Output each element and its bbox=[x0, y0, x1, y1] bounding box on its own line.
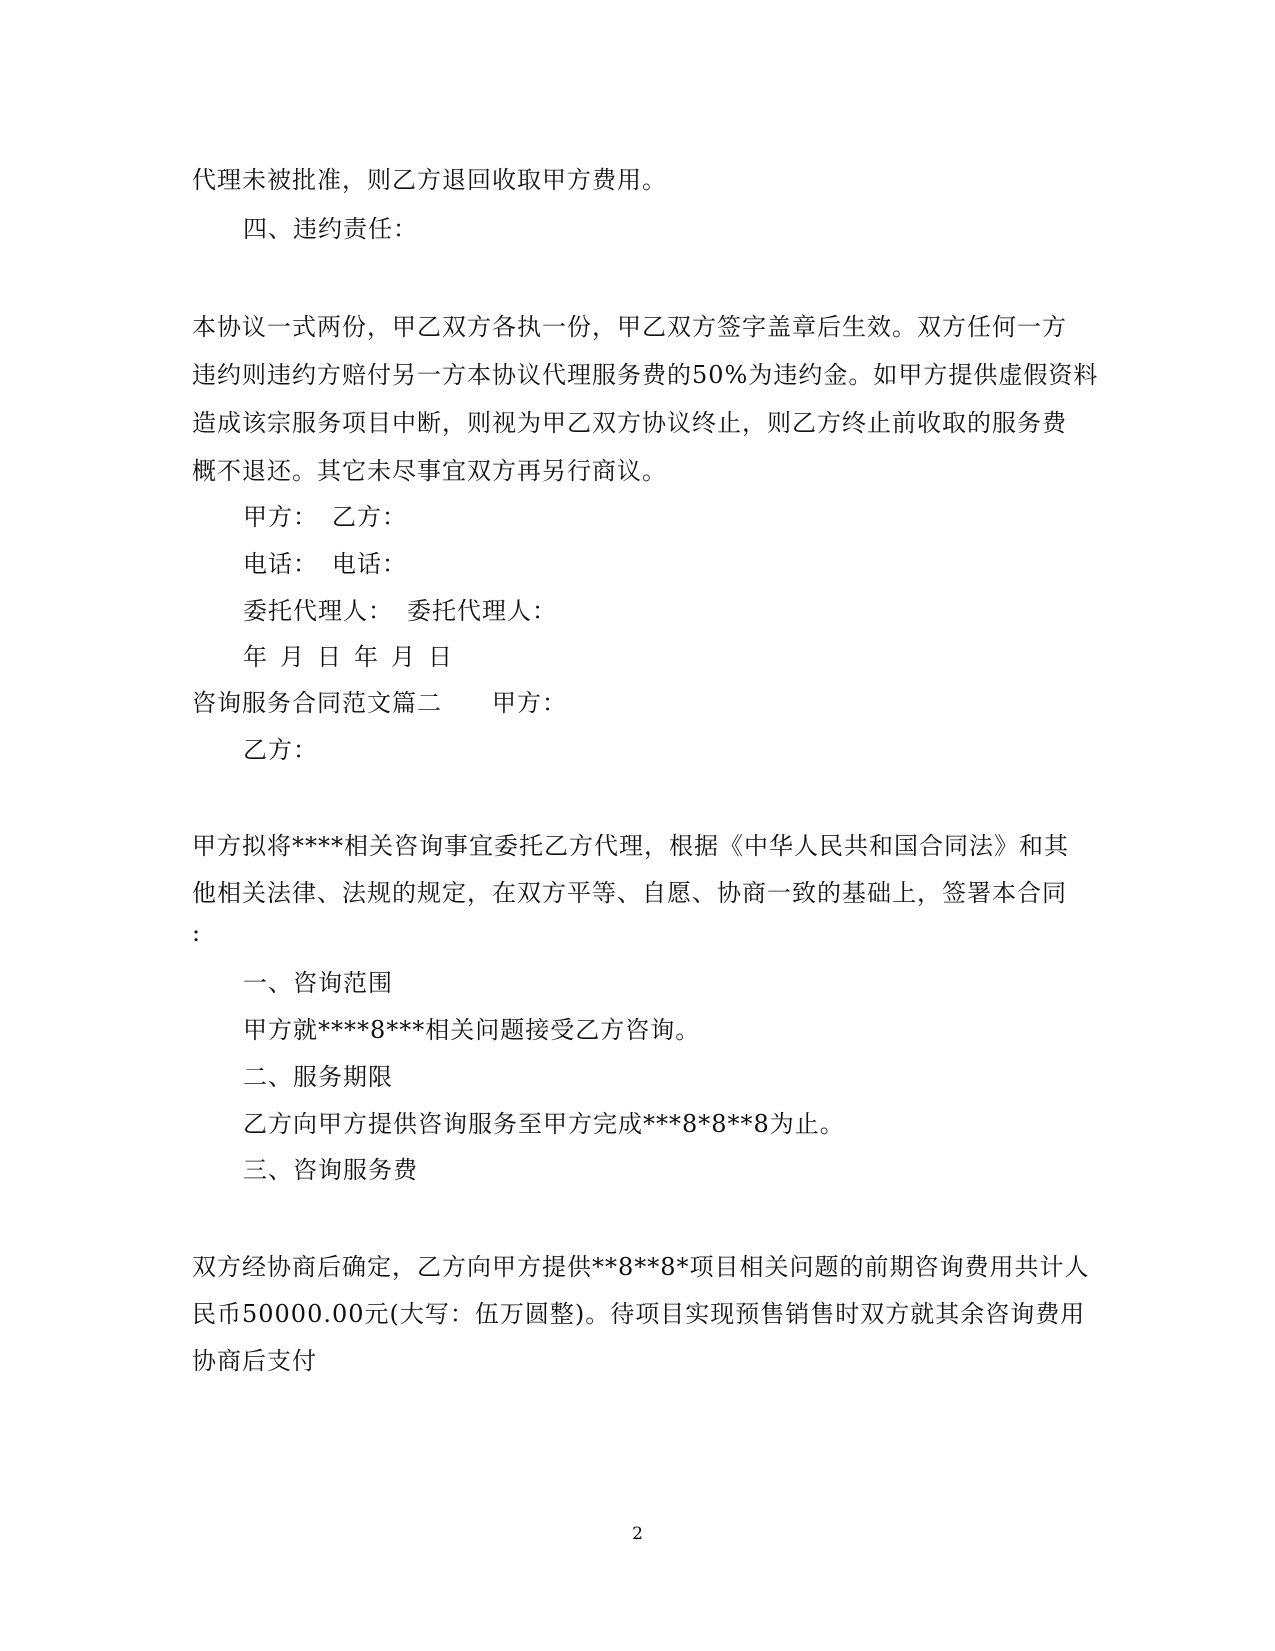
date-year: 年 bbox=[243, 643, 268, 671]
paragraph-line: 本协议一式两份，甲乙双方各执一份，甲乙双方签字盖章后生效。双方任何一方 bbox=[192, 313, 1067, 341]
date-day: 日 bbox=[317, 643, 342, 671]
paragraph-line: 乙方向甲方提供咨询服务至甲方完成***8*8**8为止。 bbox=[243, 1110, 845, 1138]
signature-agent-row bbox=[243, 596, 557, 626]
section-heading: 二、服务期限 bbox=[243, 1063, 393, 1091]
party-a-agent-label: 委托代理人： bbox=[243, 597, 393, 625]
paragraph-line: 双方经协商后确定，乙方向甲方提供**8**8*项目相关问题的前期咨询费用共计人 bbox=[192, 1253, 1090, 1281]
paragraph-line: 造成该宗服务项目中断，则视为甲乙双方协议终止，则乙方终止前收取的服务费 bbox=[192, 409, 1067, 437]
paragraph-line: 民币50000.00元(大写：伍万圆整)。待项目实现预售销售时双方就其余咨询费用 bbox=[192, 1300, 1086, 1328]
signature-party-row bbox=[243, 502, 407, 532]
date-year: 年 bbox=[354, 643, 379, 671]
date-month: 月 bbox=[280, 643, 305, 671]
section-heading: 四、违约责任： bbox=[243, 215, 418, 243]
paragraph-line: : bbox=[192, 919, 202, 947]
paragraph-line: 违约则违约方赔付另一方本协议代理服务费的50%为违约金。如甲方提供虚假资料 bbox=[192, 361, 1099, 389]
paragraph-line: 代理未被批准，则乙方退回收取甲方费用。 bbox=[192, 166, 667, 194]
party-b-phone-label: 电话： bbox=[332, 550, 407, 578]
party-b-label: 乙方： bbox=[243, 736, 318, 764]
section-heading: 一、咨询范围 bbox=[243, 969, 393, 997]
paragraph-line: 他相关法律、法规的规定，在双方平等、自愿、协商一致的基础上，签署本合同 bbox=[192, 879, 1067, 907]
paragraph-line: 协商后支付 bbox=[192, 1347, 317, 1375]
paragraph-line: 概不退还。其它未尽事宜双方再另行商议。 bbox=[192, 457, 667, 485]
section-title: 咨询服务合同范文篇二 bbox=[192, 689, 442, 717]
party-b-label: 乙方： bbox=[332, 503, 407, 531]
party-a-label: 甲方： bbox=[492, 689, 567, 717]
party-a-label: 甲方： bbox=[243, 503, 318, 531]
signature-phone-row bbox=[243, 549, 407, 579]
date-day: 日 bbox=[428, 643, 453, 671]
section-heading: 三、咨询服务费 bbox=[243, 1156, 418, 1184]
document-title-row bbox=[192, 688, 567, 718]
paragraph-line: 甲方就****8***相关问题接受乙方咨询。 bbox=[243, 1016, 701, 1044]
page-number: 2 bbox=[632, 1524, 643, 1544]
party-a-phone-label: 电话： bbox=[243, 550, 318, 578]
paragraph-line: 甲方拟将****相关咨询事宜委托乙方代理，根据《中华人民共和国合同法》和其 bbox=[192, 832, 1069, 860]
signature-date-row bbox=[243, 642, 453, 672]
party-b-agent-label: 委托代理人： bbox=[407, 597, 557, 625]
date-month: 月 bbox=[391, 643, 416, 671]
